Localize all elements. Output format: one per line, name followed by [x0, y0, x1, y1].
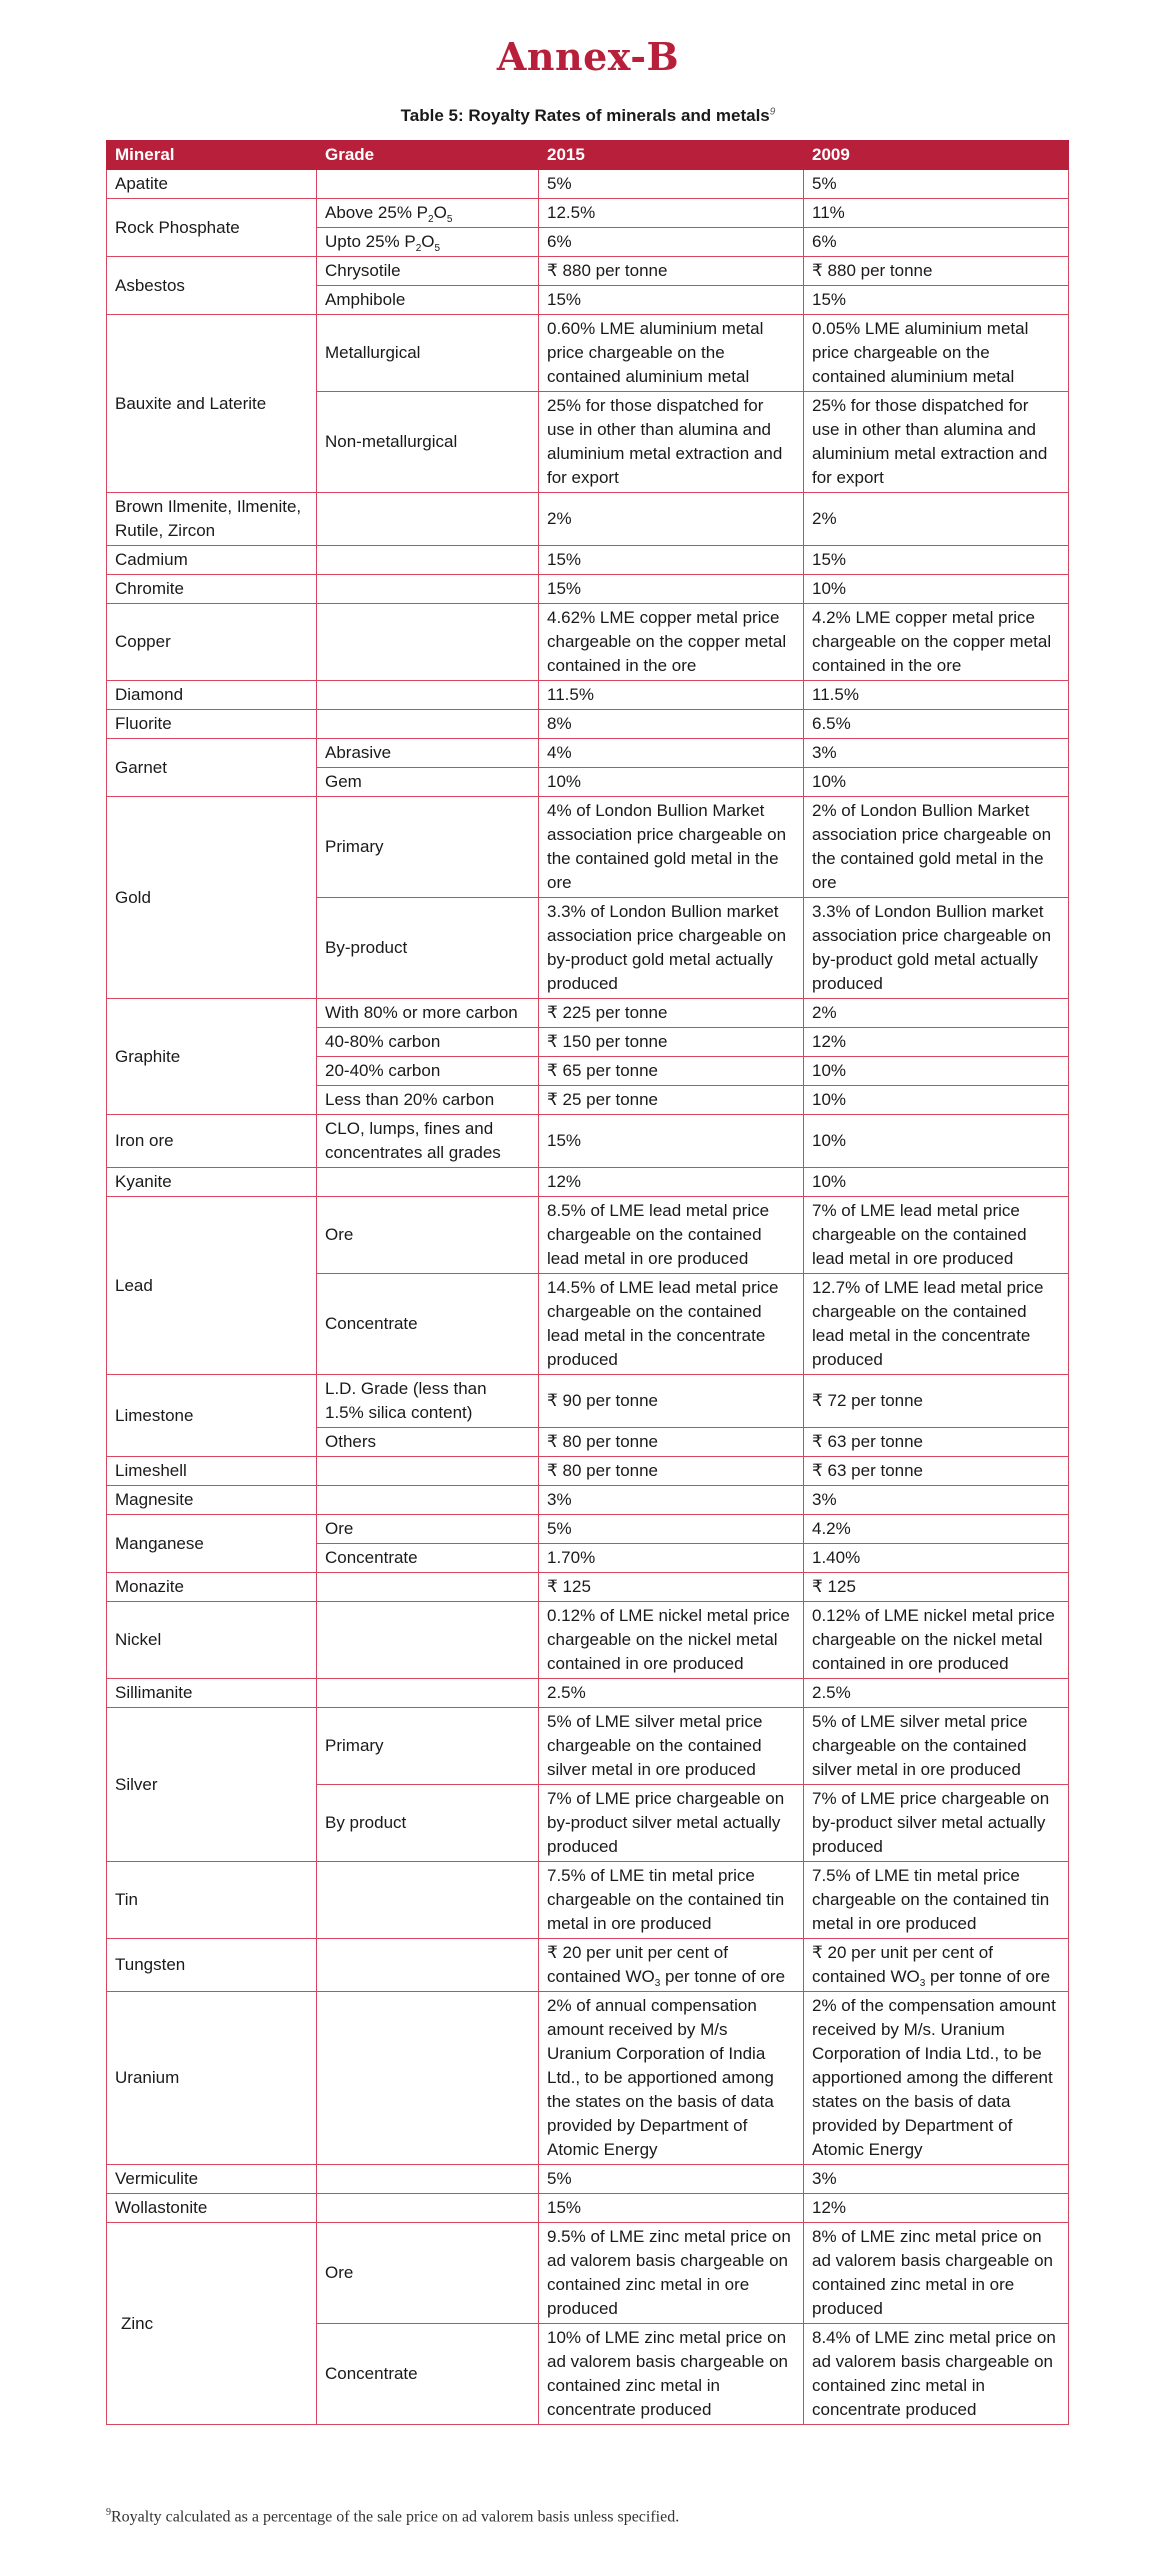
cell-mineral: Lead [107, 1197, 317, 1375]
cell-grade: Others [317, 1428, 539, 1457]
cell-2009: 3% [804, 1486, 1069, 1515]
cell-2015: 5% of LME silver metal price chargeable on the contained silver metal in ore produced [539, 1708, 804, 1785]
cell-grade: L.D. Grade (less than 1.5% silica content) [317, 1375, 539, 1428]
footnote-ref: 9 [769, 106, 776, 118]
cell-2015: ₹ 225 per tonne [539, 999, 804, 1028]
cell-mineral: Bauxite and Laterite [107, 315, 317, 493]
cell-2015: 1.70% [539, 1544, 804, 1573]
cell-2009: 2% of London Bullion Market association price chargeable on the contained gold metal in the ore [804, 797, 1069, 898]
cell-grade: Ore [317, 2223, 539, 2324]
cell-2015: 10% of LME zinc metal price on ad valorem basis chargeable on contained zinc metal in concentrate produced [539, 2324, 804, 2425]
cell-2015: 3% [539, 1486, 804, 1515]
cell-mineral: Limestone [107, 1375, 317, 1457]
cell-2015: 0.12% of LME nickel metal price chargeable on the nickel metal contained in ore produced [539, 1602, 804, 1679]
cell-2015: ₹ 80 per tonne [539, 1457, 804, 1486]
cell-2009: 12% [804, 1028, 1069, 1057]
cell-grade [317, 604, 539, 681]
cell-grade [317, 170, 539, 199]
table-row [107, 604, 1069, 681]
cell-2009: 4.2% LME copper metal price chargeable on the copper metal contained in the ore [804, 604, 1069, 681]
table-row [107, 1939, 1069, 1992]
cell-mineral: Gold [107, 797, 317, 999]
cell-grade: 20-40% carbon [317, 1057, 539, 1086]
cell-mineral: Rock Phosphate [107, 199, 317, 257]
cell-grade [317, 1862, 539, 1939]
header-2015: 2015 [539, 141, 804, 170]
cell-2009: 7% of LME price chargeable on by-product silver metal actually produced [804, 1785, 1069, 1862]
cell-grade [317, 681, 539, 710]
cell-2015: ₹ 125 [539, 1573, 804, 1602]
cell-2015: 15% [539, 546, 804, 575]
cell-grade: Amphibole [317, 286, 539, 315]
cell-2009: 4.2% [804, 1515, 1069, 1544]
cell-2015: 15% [539, 1115, 804, 1168]
cell-grade: Concentrate [317, 2324, 539, 2425]
cell-2015: ₹ 25 per tonne [539, 1086, 804, 1115]
cell-mineral: Apatite [107, 170, 317, 199]
cell-mineral: Tin [107, 1862, 317, 1939]
cell-mineral: Diamond [107, 681, 317, 710]
cell-2009: ₹ 880 per tonne [804, 257, 1069, 286]
cell-2009: 15% [804, 286, 1069, 315]
cell-grade: Ore [317, 1197, 539, 1274]
cell-mineral: Limeshell [107, 1457, 317, 1486]
cell-2009: 10% [804, 575, 1069, 604]
cell-2015: 5% [539, 170, 804, 199]
cell-grade [317, 710, 539, 739]
cell-mineral: Kyanite [107, 1168, 317, 1197]
table-body [107, 170, 1069, 2425]
cell-2015: 12% [539, 1168, 804, 1197]
cell-grade [317, 493, 539, 546]
cell-mineral: Garnet [107, 739, 317, 797]
table-row [107, 1992, 1069, 2165]
table-header-row [107, 141, 1069, 170]
cell-grade [317, 1992, 539, 2165]
annex-title: Annex-B [496, 34, 680, 79]
cell-2015: 15% [539, 286, 804, 315]
cell-mineral: Wollastonite [107, 2194, 317, 2223]
cell-mineral: Zinc [107, 2223, 317, 2425]
cell-2015: 15% [539, 2194, 804, 2223]
cell-grade [317, 1679, 539, 1708]
cell-2015: 8.5% of LME lead metal price chargeable on the contained lead metal in ore produced [539, 1197, 804, 1274]
cell-2015: ₹ 65 per tonne [539, 1057, 804, 1086]
header-mineral: Mineral [107, 141, 317, 170]
cell-grade: Abrasive [317, 739, 539, 768]
cell-2009: 0.12% of LME nickel metal price chargeable on the nickel metal contained in ore produced [804, 1602, 1069, 1679]
cell-2009: 2% [804, 493, 1069, 546]
cell-mineral: Cadmium [107, 546, 317, 575]
cell-grade: Primary [317, 1708, 539, 1785]
cell-2009: 11% [804, 199, 1069, 228]
table-row [107, 257, 1069, 286]
cell-grade: Chrysotile [317, 257, 539, 286]
cell-2009: 10% [804, 1086, 1069, 1115]
cell-grade [317, 2194, 539, 2223]
royalty-rates-table [106, 140, 1069, 2425]
cell-mineral: Iron ore [107, 1115, 317, 1168]
cell-2015: ₹ 80 per tonne [539, 1428, 804, 1457]
cell-2015: 4% [539, 739, 804, 768]
cell-2009: 0.05% LME aluminium metal price chargeable on the contained aluminium metal [804, 315, 1069, 392]
cell-2009: 5% [804, 170, 1069, 199]
cell-2009: 5% of LME silver metal price chargeable on the contained silver metal in ore produced [804, 1708, 1069, 1785]
cell-2009: ₹ 72 per tonne [804, 1375, 1069, 1428]
cell-mineral: Copper [107, 604, 317, 681]
table-row [107, 1679, 1069, 1708]
table-row [107, 575, 1069, 604]
cell-mineral: Magnesite [107, 1486, 317, 1515]
cell-2009: 11.5% [804, 681, 1069, 710]
table-row [107, 1375, 1069, 1428]
cell-2015: ₹ 90 per tonne [539, 1375, 804, 1428]
cell-grade: Primary [317, 797, 539, 898]
table-row [107, 681, 1069, 710]
cell-2009: 3% [804, 2165, 1069, 2194]
cell-2009: 10% [804, 768, 1069, 797]
table-row [107, 999, 1069, 1028]
cell-2009: 25% for those dispatched for use in other than alumina and aluminium metal extraction and for export [804, 392, 1069, 493]
cell-mineral: Sillimanite [107, 1679, 317, 1708]
cell-grade [317, 1602, 539, 1679]
cell-grade [317, 1168, 539, 1197]
cell-mineral: Brown Ilmenite, Ilmenite, Rutile, Zircon [107, 493, 317, 546]
table-row [107, 1708, 1069, 1785]
cell-grade: Non-metallurgical [317, 392, 539, 493]
cell-grade: With 80% or more carbon [317, 999, 539, 1028]
cell-mineral: Graphite [107, 999, 317, 1115]
cell-grade: Gem [317, 768, 539, 797]
cell-mineral: Silver [107, 1708, 317, 1862]
table-row [107, 493, 1069, 546]
cell-grade: 40-80% carbon [317, 1028, 539, 1057]
cell-grade: Above 25% $P_2O_5$ [317, 199, 539, 228]
footnote-text: Royalty calculated as a percentage of the sale price on ad valorem basis unless specified. [111, 2508, 680, 2526]
table-row [107, 1197, 1069, 1274]
cell-2015: ₹ 20 per unit per cent of contained $WO_3$ per tonne of ore [539, 1939, 804, 1992]
table-row [107, 315, 1069, 392]
cell-2015: 10% [539, 768, 804, 797]
cell-2015: 5% [539, 2165, 804, 2194]
table-row [107, 2223, 1069, 2324]
cell-2015: 14.5% of LME lead metal price chargeable on the contained lead metal in the concentrate produced [539, 1274, 804, 1375]
cell-grade: By-product [317, 898, 539, 999]
cell-mineral: Uranium [107, 1992, 317, 2165]
cell-grade [317, 1939, 539, 1992]
cell-2009: ₹ 63 per tonne [804, 1428, 1069, 1457]
cell-2009: 3.3% of London Bullion market association price chargeable on by-product gold metal actually produced [804, 898, 1069, 999]
cell-2009: 10% [804, 1057, 1069, 1086]
cell-2015: ₹ 150 per tonne [539, 1028, 804, 1057]
cell-2009: 6.5% [804, 710, 1069, 739]
cell-2009: 12% [804, 2194, 1069, 2223]
table-row [107, 1168, 1069, 1197]
footnote [106, 2507, 679, 2526]
cell-2009: 7% of LME lead metal price chargeable on the contained lead metal in ore produced [804, 1197, 1069, 1274]
cell-2015: 2% [539, 493, 804, 546]
table-row [107, 1515, 1069, 1544]
table-row [107, 546, 1069, 575]
table-row [107, 1457, 1069, 1486]
cell-2009: 7.5% of LME tin metal price chargeable on the contained tin metal in ore produced [804, 1862, 1069, 1939]
cell-2009: 8.4% of LME zinc metal price on ad valorem basis chargeable on contained zinc metal in concentrate produced [804, 2324, 1069, 2425]
table-row [107, 2194, 1069, 2223]
cell-2009: 10% [804, 1115, 1069, 1168]
cell-2009: ₹ 20 per unit per cent of contained $WO_3$ per tonne of ore [804, 1939, 1069, 1992]
cell-grade [317, 1573, 539, 1602]
cell-2015: 7% of LME price chargeable on by-product silver metal actually produced [539, 1785, 804, 1862]
table-row [107, 1115, 1069, 1168]
cell-2009: 3% [804, 739, 1069, 768]
cell-2009: 8% of LME zinc metal price on ad valorem basis chargeable on contained zinc metal in ore produced [804, 2223, 1069, 2324]
cell-2009: 12.7% of LME lead metal price chargeable on the contained lead metal in the concentrate produced [804, 1274, 1069, 1375]
cell-grade [317, 1486, 539, 1515]
cell-2009: 6% [804, 228, 1069, 257]
cell-grade: Upto 25% $P_2O_5$ [317, 228, 539, 257]
cell-2009: 2% [804, 999, 1069, 1028]
cell-2009: 2.5% [804, 1679, 1069, 1708]
header-grade: Grade [317, 141, 539, 170]
table-row [107, 170, 1069, 199]
cell-2015: 25% for those dispatched for use in other than alumina and aluminium metal extraction and for export [539, 392, 804, 493]
cell-mineral: Manganese [107, 1515, 317, 1573]
cell-grade: Concentrate [317, 1274, 539, 1375]
cell-2015: 12.5% [539, 199, 804, 228]
cell-mineral: Chromite [107, 575, 317, 604]
cell-2015: 7.5% of LME tin metal price chargeable on the contained tin metal in ore produced [539, 1862, 804, 1939]
table-row [107, 1862, 1069, 1939]
table-row [107, 710, 1069, 739]
table-caption [0, 106, 1176, 126]
cell-mineral: Asbestos [107, 257, 317, 315]
cell-grade: Less than 20% carbon [317, 1086, 539, 1115]
cell-2015: 4% of London Bullion Market association price chargeable on the contained gold metal in the ore [539, 797, 804, 898]
cell-grade: Metallurgical [317, 315, 539, 392]
cell-mineral: Vermiculite [107, 2165, 317, 2194]
table-row [107, 1573, 1069, 1602]
cell-grade [317, 1457, 539, 1486]
table-row [107, 1602, 1069, 1679]
cell-2015: 8% [539, 710, 804, 739]
cell-mineral: Tungsten [107, 1939, 317, 1992]
caption-text: Table 5: Royalty Rates of minerals and metals [400, 106, 770, 125]
table-row [107, 739, 1069, 768]
header-2009: 2009 [804, 141, 1069, 170]
cell-2015: 9.5% of LME zinc metal price on ad valorem basis chargeable on contained zinc metal in ore produced [539, 2223, 804, 2324]
cell-2009: 15% [804, 546, 1069, 575]
table-row [107, 2165, 1069, 2194]
cell-grade: CLO, lumps, fines and concentrates all grades [317, 1115, 539, 1168]
table-row [107, 1486, 1069, 1515]
cell-2009: ₹ 63 per tonne [804, 1457, 1069, 1486]
cell-2015: 2.5% [539, 1679, 804, 1708]
cell-mineral: Nickel [107, 1602, 317, 1679]
table-row [107, 797, 1069, 898]
cell-grade: Concentrate [317, 1544, 539, 1573]
cell-2015: ₹ 880 per tonne [539, 257, 804, 286]
cell-2015: 0.60% LME aluminium metal price chargeable on the contained aluminium metal [539, 315, 804, 392]
cell-2015: 6% [539, 228, 804, 257]
footnote-marker: 9 [106, 2507, 111, 2518]
cell-grade [317, 2165, 539, 2194]
cell-2015: 3.3% of London Bullion market association price chargeable on by-product gold metal actually produced [539, 898, 804, 999]
cell-2015: 11.5% [539, 681, 804, 710]
cell-2015: 4.62% LME copper metal price chargeable on the copper metal contained in the ore [539, 604, 804, 681]
cell-2015: 2% of annual compensation amount received by M/s Uranium Corporation of India Ltd., to be apportioned among the states on the basis of data provided by Department of Atomic Energy [539, 1992, 804, 2165]
cell-2009: 1.40% [804, 1544, 1069, 1573]
cell-mineral: Monazite [107, 1573, 317, 1602]
cell-2015: 5% [539, 1515, 804, 1544]
cell-2015: 15% [539, 575, 804, 604]
table-row [107, 199, 1069, 228]
cell-2009: 2% of the compensation amount received by M/s. Uranium Corporation of India Ltd., to be apportioned among the different states on the basis of data provided by Department of Atomic Energy [804, 1992, 1069, 2165]
cell-2009: 10% [804, 1168, 1069, 1197]
cell-grade [317, 575, 539, 604]
cell-grade: Ore [317, 1515, 539, 1544]
cell-grade: By product [317, 1785, 539, 1862]
cell-2009: ₹ 125 [804, 1573, 1069, 1602]
cell-mineral: Fluorite [107, 710, 317, 739]
cell-grade [317, 546, 539, 575]
